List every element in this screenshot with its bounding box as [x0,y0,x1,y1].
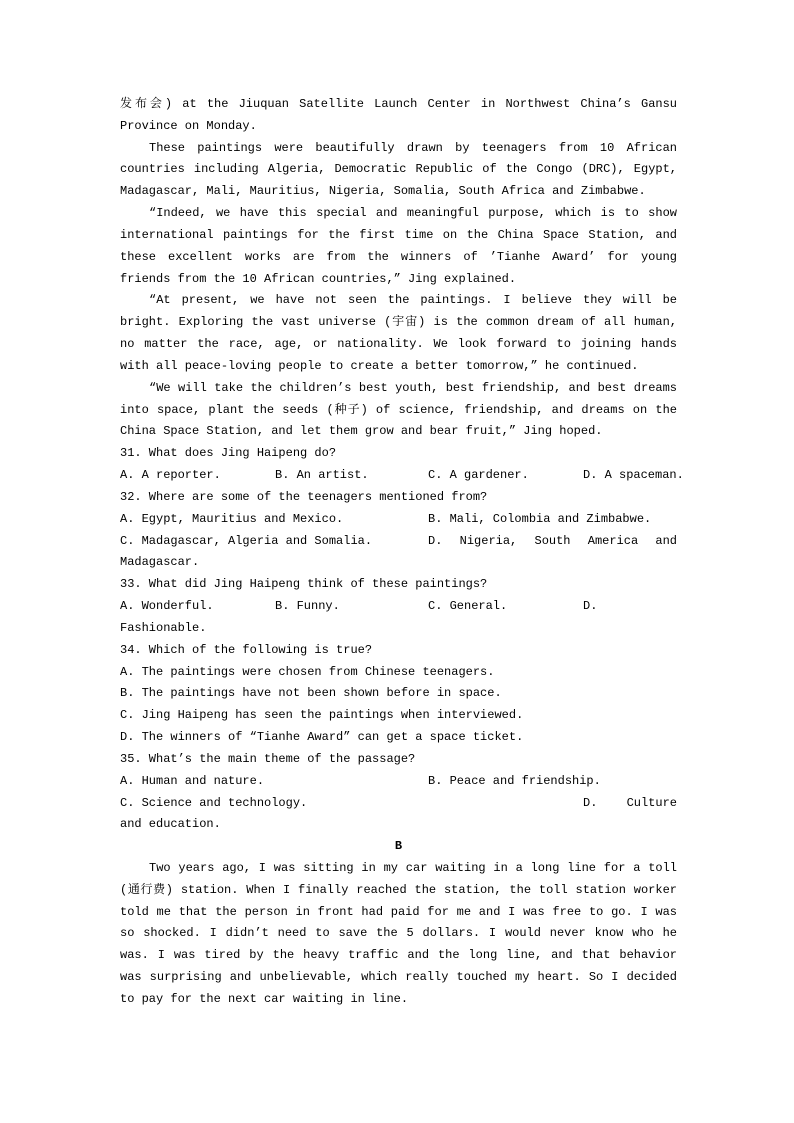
option-34-b: B. The paintings have not been shown before in space. [120,686,502,701]
option-35-a: A. Human and nature. [120,773,265,788]
question-35-options-row-2 [120,793,677,815]
option-35-d-continued: and education. [120,817,221,832]
question-32: 32. Where are some of the teenagers mentioned from? [120,489,488,504]
option-33-c: C. General. [428,599,508,614]
option-32-d: D. Nigeria, South America and [428,533,677,548]
option-35-d: D. [583,795,598,810]
option-34-d: D. The winners of “Tianhe Award” can get a space ticket. [120,730,524,745]
question-33: 33. What did Jing Haipeng think of these paintings? [120,577,488,592]
question-34: 34. Which of the following is true? [120,642,373,657]
option-34-c: C. Jing Haipeng has seen the paintings when interviewed. [120,708,524,723]
option-35-b: B. Peace and friendship. [428,773,601,788]
question-32-options-row-1 [120,509,677,531]
option-32-d-continued: Madagascar. [120,555,200,570]
option-32-c: C. Madagascar, Algeria and Somalia. [120,533,373,548]
option-32-a: A. Egypt, Mauritius and Mexico. [120,511,344,526]
question-31-options [120,465,684,487]
passage-a-paragraph-1: 发布会) at the Jiuquan Satellite Launch Center in Northwest China’s Gansu Province on Monday. [120,97,677,133]
section-b-heading: B [394,839,403,854]
document-content [120,94,684,1011]
option-31-d: D. A spaceman. [583,468,684,483]
question-33-options [120,596,677,618]
option-35-d-word: Culture [626,795,677,810]
option-32-b: B. Mali, Colombia and Zimbabwe. [428,511,652,526]
passage-a-paragraph-3: “Indeed, we have this special and meaningful purpose, which is to show international paintings for the first time on the China Space Station, and these excellent works are from the winners of ’Tianhe Award’ for young friends from the 10 African countries,” Jing explained. [120,206,677,286]
option-33-a: A. Wonderful. [120,599,214,614]
option-31-b: B. An artist. [275,468,369,483]
question-32-options-row-2 [120,531,677,553]
option-31-a: A. A reporter. [120,468,221,483]
question-35: 35. What’s the main theme of the passage? [120,751,416,766]
passage-b-paragraph-1: Two years ago, I was sitting in my car waiting in a long line for a toll (通行费) station. When I finally reached the station, the toll station worker told me that the person in front had paid for me and I was free to go. I was so shocked. I didn’t need to save the 5 dollars. I would never know who he was. I was tired by the heavy traffic and the long line, and that behavior was surprising and unbelievable, which really touched my heart. So I decided to pay for the next car waiting in line. [120,860,677,1006]
option-33-b: B. Funny. [275,599,340,614]
question-31: 31. What does Jing Haipeng do? [120,446,337,461]
question-35-options-row-1 [120,771,677,793]
passage-a-paragraph-5: “We will take the children’s best youth, best friendship, and best dreams into space, plant the seeds (种子) of science, friendship, and dreams on the China Space Station, and let them grow and bear fruit,” Jing hoped. [120,380,677,439]
option-33-d-continued: Fashionable. [120,620,207,635]
option-33-d: D. [583,599,598,614]
option-31-c: C. A gardener. [428,468,529,483]
passage-a-paragraph-4: “At present, we have not seen the paintings. I believe they will be bright. Exploring the vast universe (宇宙) is the common dream of all human, no matter the race, age, or nationality. We look forward to joining hands with all peace-loving people to create a better tomorrow,” he continued. [120,293,677,373]
option-35-c: C. Science and technology. [120,795,308,810]
option-34-a: A. The paintings were chosen from Chinese teenagers. [120,664,495,679]
passage-a-paragraph-2: These paintings were beautifully drawn by teenagers from 10 African countries including Algeria, Democratic Republic of the Congo (DRC), Egypt, Madagascar, Mali, Mauritius, Nigeria, Somalia, South Africa and Zimbabwe. [120,140,677,199]
